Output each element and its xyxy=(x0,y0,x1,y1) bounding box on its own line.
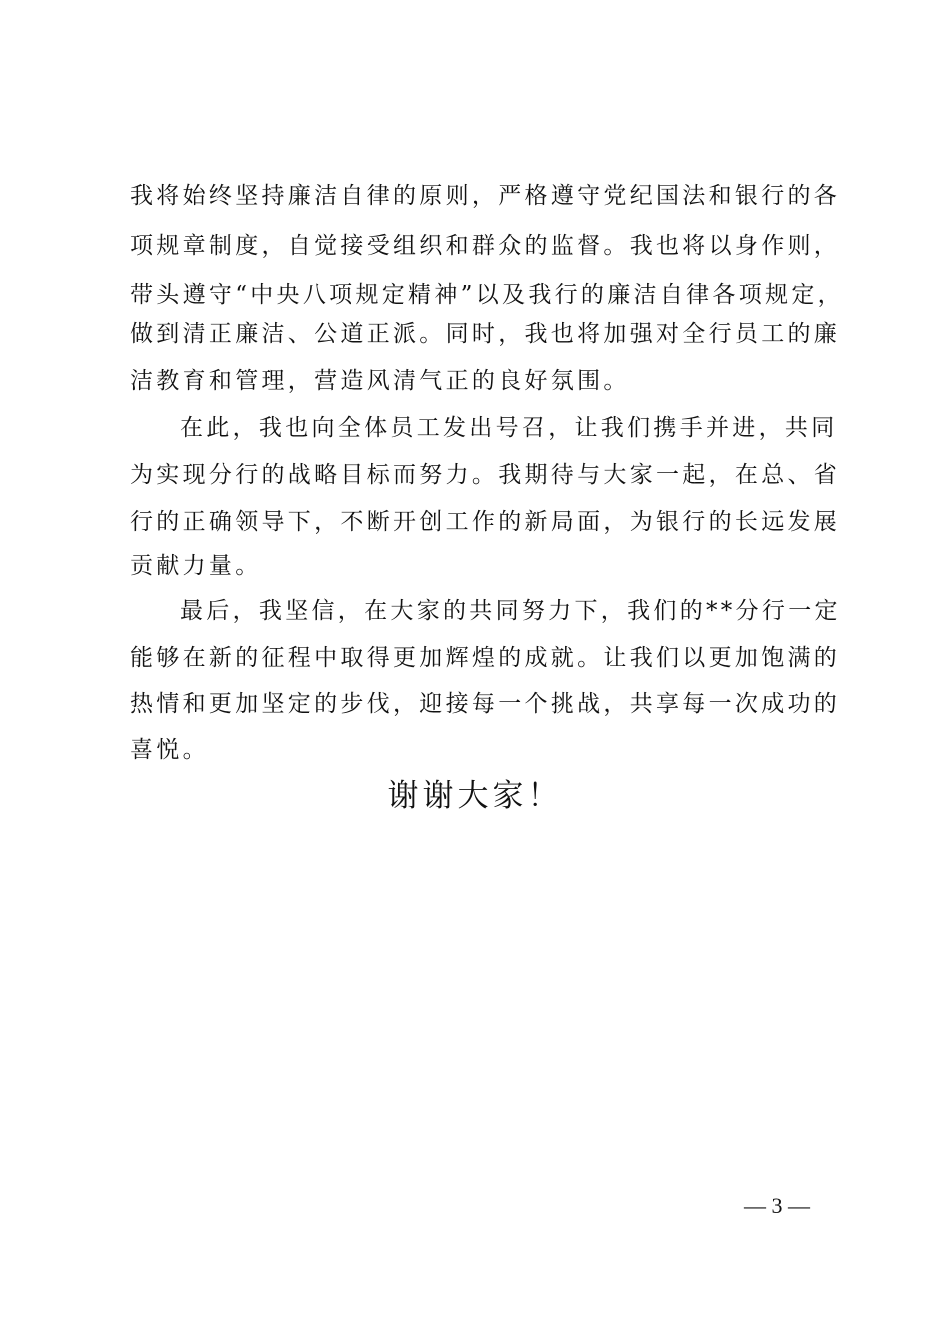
paragraph-line: 最后，我坚信，在大家的共同努力下，我们的**分行一定 xyxy=(180,598,841,624)
paragraph-line: 洁教育和管理，营造风清气正的良好氛围。 xyxy=(130,368,630,394)
paragraph-line: 能够在新的征程中取得更加辉煌的成就。让我们以更加饱满的 xyxy=(130,645,841,671)
paragraph-line: 贡献力量。 xyxy=(130,553,262,579)
paragraph-line: 项规章制度，自觉接受组织和群众的监督。我也将以身作则， xyxy=(130,233,841,259)
paragraph-line: 带头遵守“中央八项规定精神”以及我行的廉洁自律各项规定， xyxy=(130,282,844,308)
paragraph-line: 在此，我也向全体员工发出号召，让我们携手并进，共同 xyxy=(180,415,838,441)
paragraph-line: 行的正确领导下，不断开创工作的新局面，为银行的长远发展 xyxy=(130,509,841,535)
page-number: — 3 — xyxy=(744,1193,810,1218)
paragraph-line: 做到清正廉洁、公道正派。同时，我也将加强对全行员工的廉 xyxy=(130,321,841,347)
paragraph-line: 热情和更加坚定的步伐，迎接每一个挑战，共享每一次成功的 xyxy=(130,691,841,717)
closing-thanks: 谢谢大家！ xyxy=(387,778,563,814)
paragraph-line: 喜悦。 xyxy=(130,737,209,763)
paragraph-line: 我将始终坚持廉洁自律的原则，严格遵守党纪国法和银行的各 xyxy=(130,183,841,209)
paragraph-line: 为实现分行的战略目标而努力。我期待与大家一起，在总、省 xyxy=(130,462,841,488)
